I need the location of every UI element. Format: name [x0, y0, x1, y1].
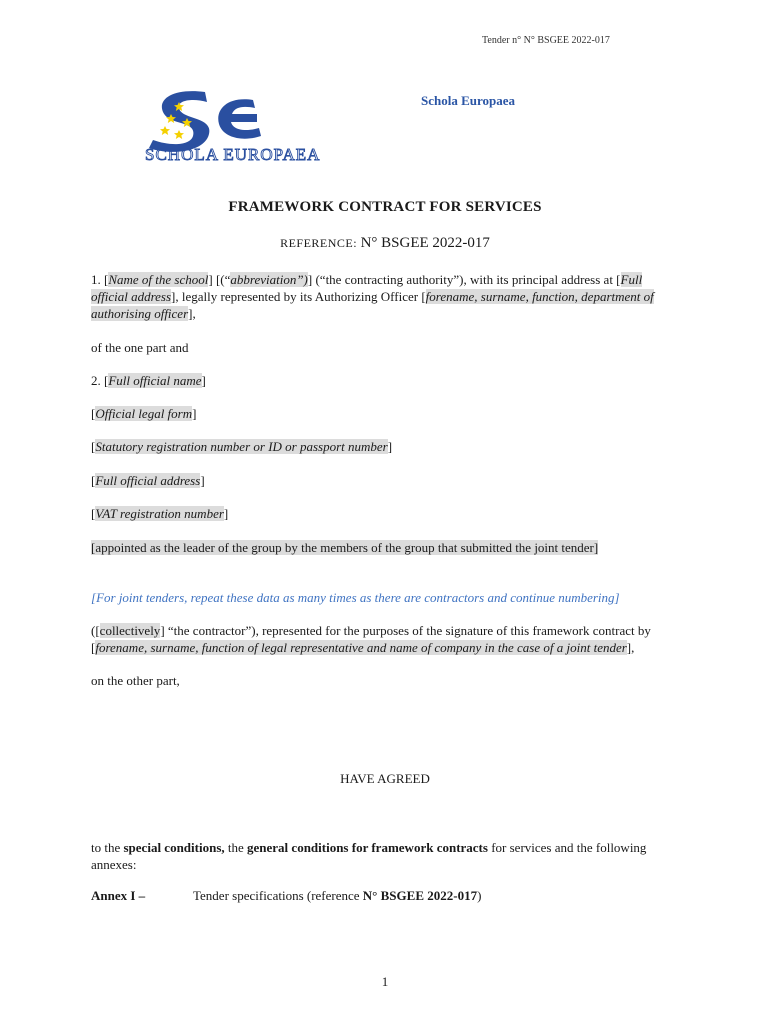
- reference-line: [0, 235, 770, 252]
- vat-line: [91, 505, 681, 522]
- field-vat-number: VAT registration number: [95, 506, 224, 521]
- agreement-paragraph: [91, 839, 666, 873]
- field-school-name: Name of the school: [108, 272, 209, 287]
- address-line: [91, 472, 681, 489]
- text-run: [: [91, 473, 96, 488]
- annex-label: Annex I –: [91, 888, 146, 903]
- field-full-address: Full official address: [95, 473, 201, 488]
- text-run: [: [91, 439, 96, 454]
- header-tender-ref: Tender n° N° BSGEE 2022-017: [482, 35, 610, 46]
- field-registration-number: Statutory registration number or ID or passport number: [95, 439, 388, 454]
- text-run: 2. [: [91, 373, 109, 388]
- contracting-authority-paragraph: [91, 271, 681, 322]
- field-legal-representative: forename, surname, function of legal representative and name of company in the case of a joint tender: [95, 640, 627, 655]
- annex-text: Tender specifications (reference: [193, 888, 363, 903]
- reference-value: N° BSGEE 2022-017: [360, 235, 490, 251]
- text-run: [: [91, 406, 96, 421]
- joint-tender-note: [91, 589, 681, 606]
- have-agreed-heading: HAVE AGREED: [340, 771, 430, 786]
- document-title: FRAMEWORK CONTRACT FOR SERVICES: [228, 199, 542, 215]
- text-run: ]: [200, 473, 205, 488]
- field-group-leader: [appointed as the leader of the group by the members of the group that submitted the joint tender]: [91, 540, 599, 555]
- text-run: ]: [614, 590, 620, 605]
- reference-label: REFERENCE:: [280, 236, 358, 250]
- text-run: ] “the contractor”), represented for the purposes of the signature of this framework contract by [: [91, 623, 651, 655]
- text-run: the: [224, 840, 248, 855]
- legal-form-line: [91, 405, 681, 422]
- annex-reference: N° BSGEE 2022-017: [362, 888, 478, 903]
- text-run: ]: [387, 439, 393, 454]
- page-number: 1: [381, 974, 389, 989]
- annex-line: [91, 888, 481, 904]
- text-run: ([: [91, 623, 100, 638]
- other-part-text: on the other part,: [91, 673, 180, 688]
- text-run: [: [91, 590, 97, 605]
- text-run: ]: [223, 506, 229, 521]
- text-run: ] (“the contracting authority”), with its principal address at [: [307, 272, 621, 287]
- one-part-text: of the one part and: [91, 340, 189, 355]
- contractor-paragraph: [91, 622, 681, 656]
- full-official-name-line: [91, 372, 681, 389]
- field-collectively: collectively: [99, 623, 161, 638]
- org-name: Schola Europaea: [421, 93, 516, 108]
- text-run: 1. [: [91, 272, 109, 287]
- schola-europaea-logo: [135, 86, 367, 166]
- text-run: ], legally represented by its Authorizing Officer [: [171, 289, 426, 304]
- field-authorising-officer: forename, surname, function, department of authorising officer: [91, 289, 654, 321]
- special-conditions-text: special conditions,: [123, 840, 225, 855]
- text-run: to the: [91, 840, 124, 855]
- text-run: [: [91, 506, 96, 521]
- joint-tender-note-text: For joint tenders, repeat these data as many times as there are contractors and continue numbering: [96, 590, 615, 605]
- field-full-official-name: Full official name: [108, 373, 202, 388]
- text-run: ] [(“: [208, 272, 231, 287]
- logo-graphic: [135, 86, 367, 166]
- field-legal-form: Official legal form: [95, 406, 193, 421]
- text-run: ],: [188, 306, 196, 321]
- field-abbreviation: abbreviation”): [230, 272, 308, 287]
- text-run: ]: [192, 406, 197, 421]
- leader-paragraph: [91, 539, 651, 556]
- field-official-address: Full official address: [91, 272, 643, 304]
- text-run: ],: [626, 640, 635, 655]
- text-run: for services and the following annexes:: [91, 840, 647, 872]
- logo-wordmark: SCHOLA EUROPAEA: [145, 145, 321, 164]
- text-run: ]: [201, 373, 206, 388]
- general-conditions-text: general conditions for framework contracts: [247, 840, 488, 855]
- text-run: ): [477, 888, 482, 903]
- registration-line: [91, 438, 681, 455]
